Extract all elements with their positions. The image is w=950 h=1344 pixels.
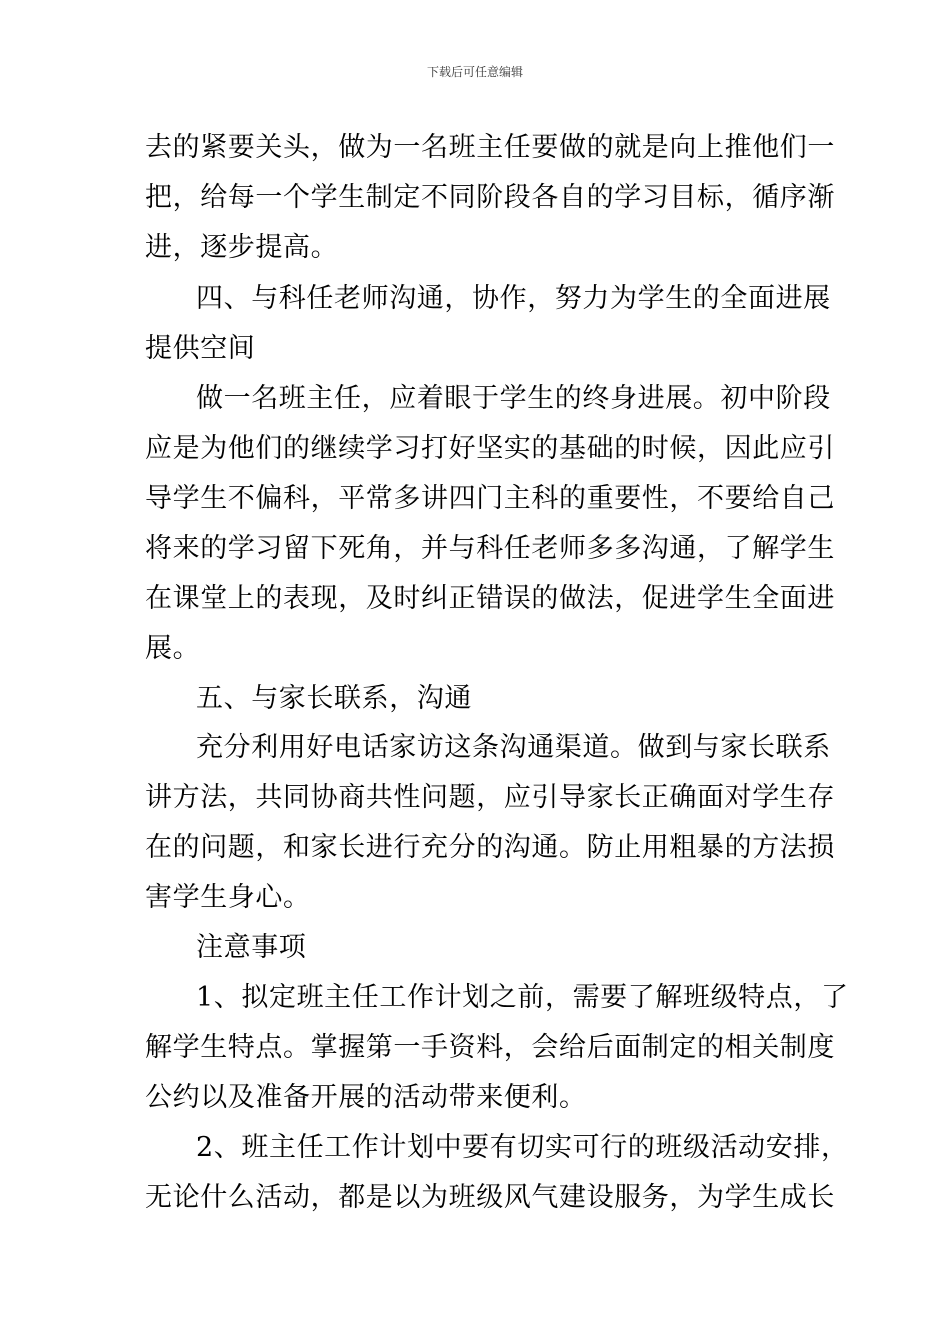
text-line: 做一名班主任，应着眼于学生的终身进展。初中阶段 — [196, 383, 831, 414]
text-line: 去的紧要关头，做为一名班主任要做的就是向上推他们一 — [145, 132, 835, 163]
text-line: 充分利用好电话家访这条沟通渠道。做到与家长联系 — [196, 732, 831, 763]
text-line: 无论什么活动，都是以为班级风气建设服务，为学生成长 — [145, 1182, 835, 1213]
section-heading: 四、与科任老师沟通，协作，努力为学生的全面进展 — [196, 283, 831, 314]
text-line: 应是为他们的继续学习打好坚实的基础的时候，因此应引 — [145, 433, 835, 464]
section-heading: 注意事项 — [196, 932, 307, 963]
text-line: 公约以及准备开展的活动带来便利。 — [145, 1082, 587, 1113]
text-line: 在的问题，和家长进行充分的沟通。防止用粗暴的方法损 — [145, 832, 835, 863]
text-line: 把，给每一个学生制定不同阶段各自的学习目标，循序渐 — [145, 182, 835, 213]
text-line: 害学生身心。 — [145, 882, 311, 913]
text-line: 讲方法，共同协商共性问题，应引导家长正确面对学生存 — [145, 782, 835, 813]
text-line: 2、班主任工作计划中要有切实可行的班级活动安排， — [196, 1132, 849, 1163]
text-line: 进，逐步提高。 — [145, 232, 339, 263]
text-line: 1、拟定班主任工作计划之前，需要了解班级特点，了 — [196, 982, 849, 1013]
section-heading: 五、与家长联系，沟通 — [196, 683, 472, 714]
text-line: 解学生特点。掌握第一手资料，会给后面制定的相关制度 — [145, 1032, 835, 1063]
text-line: 将来的学习留下死角，并与科任老师多多沟通，了解学生 — [145, 533, 835, 564]
page-header: 下载后可任意编辑 — [426, 65, 523, 79]
text-line: 展。 — [145, 633, 201, 664]
text-line: 导学生不偏科，平常多讲四门主科的重要性，不要给自己 — [145, 483, 835, 514]
text-line: 在课堂上的表现，及时纠正错误的做法，促进学生全面进 — [145, 583, 835, 614]
section-heading-cont: 提供空间 — [145, 333, 256, 364]
